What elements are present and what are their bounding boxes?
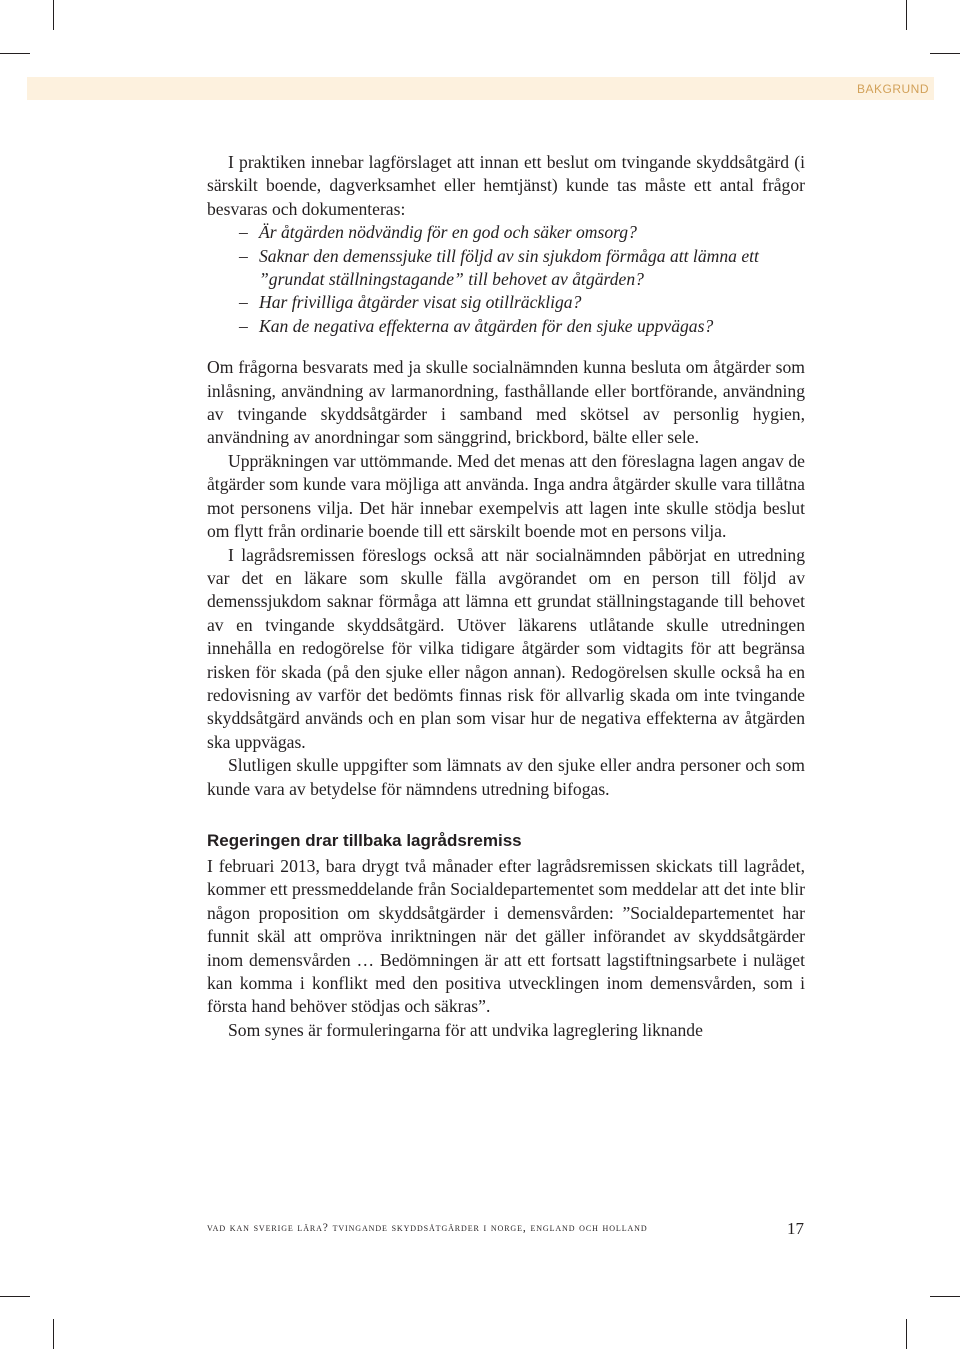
paragraph: Slutligen skulle uppgifter som lämnats av den sjuke eller andra personer och som kunde vara av betydelse för nämndens utredning bifogas. [207, 755, 805, 799]
crop-mark-top-left-horizontal [0, 53, 30, 54]
page-number: 17 [787, 1219, 804, 1238]
footer-book-title: vad kan sverige lära? tvingande skyddsåtgärder i norge, england och holland [207, 1222, 648, 1234]
crop-mark-bottom-right [906, 1319, 907, 1349]
list-item: – Kan de negativa effekterna av åtgärden för den sjuke uppvägas? [239, 315, 714, 336]
section-heading: Regeringen drar tillbaka lagrådsremiss [207, 830, 522, 850]
question-list [207, 221, 805, 338]
paragraph: Om frågorna besvarats med ja skulle socialnämnden kunna besluta om åtgärder som inlåsning, användning av larmanordning, fasthållande eller bortförande, användning av tvingande skyddsåtgärder i samband med skötsel av personlig hygien, användning av anordningar som sänggrind, brickbord, bälte eller sele. [207, 357, 805, 448]
intro-paragraph: I praktiken innebar lagförslaget att innan ett beslut om tvingande skyddsåtgärd (i särskilt boende, dagverksamhet eller hemtjänst) kunde tas måste ett antal frågor besvaras och dokumenteras: [207, 152, 805, 219]
paragraph: Som synes är formuleringarna för att undvika lagreglering liknande [228, 1019, 703, 1040]
paragraph: I lagrådsremissen föreslogs också att när socialnämnden påbörjat en utredning var det en läkare som skulle fälla avgörandet om en person till följd av demenssjukdom saknar förmåga att lämna ett grundat ställningstagande till behovet av en tvingande skyddsåtgärd. Utöver läkarens utlåtande skulle utredningen innehålla en redogörelse för vilka tidigare åtgärder som vidtagits för att begränsa risken för skada (på den sjuke eller någon annan). Redogörelsen skulle också ha en redovisning av varför det bedömts finnas risk för allvarlig skada om inte tvingande skyddsåtgärd används och en plan som visar hur de negativa effekterna av åtgärden ska uppvägas. [207, 544, 805, 752]
crop-mark-bottom-left [53, 1319, 54, 1349]
list-item: – Saknar den demenssjuke till följd av sin sjukdom förmåga att lämna ett ”grundat ställningstagande” till behovet av åtgärden? [239, 245, 759, 290]
crop-mark-bottom-left-horizontal [0, 1296, 30, 1297]
list-item: – Har frivilliga åtgärder visat sig otillräckliga? [239, 292, 582, 313]
crop-mark-bottom-right-horizontal [930, 1296, 960, 1297]
header-band [27, 77, 934, 100]
section-label: BAKGRUND [856, 82, 929, 96]
crop-mark-top-left [53, 0, 54, 30]
list-item: – Är åtgärden nödvändig för en god och säker omsorg? [239, 222, 637, 243]
body-text [207, 151, 805, 1042]
paragraph: Uppräkningen var uttömmande. Med det menas att den föreslagna lagen angav de åtgärder som kunde vara möjliga att använda. Inga andra åtgärder skulle vara tillåtna mot personens vilja. Det här innebar exempelvis att lagen inte skulle stödja beslut om flytt från ordinarie boende till ett särskilt boende mot en persons vilja. [207, 450, 805, 542]
crop-mark-top-right [906, 0, 907, 30]
paragraph: I februari 2013, bara drygt två månader efter lagrådsremissen skickats till lagrådet, kommer ett pressmeddelande från Socialdepartementet som meddelar att det inte blir någon proposition om skyddsåtgärder i demensvården: ”Socialdepartementet har funnit skäl att ompröva inriktningen när det gäller införandet av skyddsåtgärder inom demensvården … Bedömningen är att ett fortsatt lagstiftningsarbete i nuläget kan komma i konflikt med den positiva utvecklingen inom demensvården, som i första hand behöver stödjas och säkras”. [207, 855, 805, 1017]
crop-mark-top-right-horizontal [930, 53, 960, 54]
